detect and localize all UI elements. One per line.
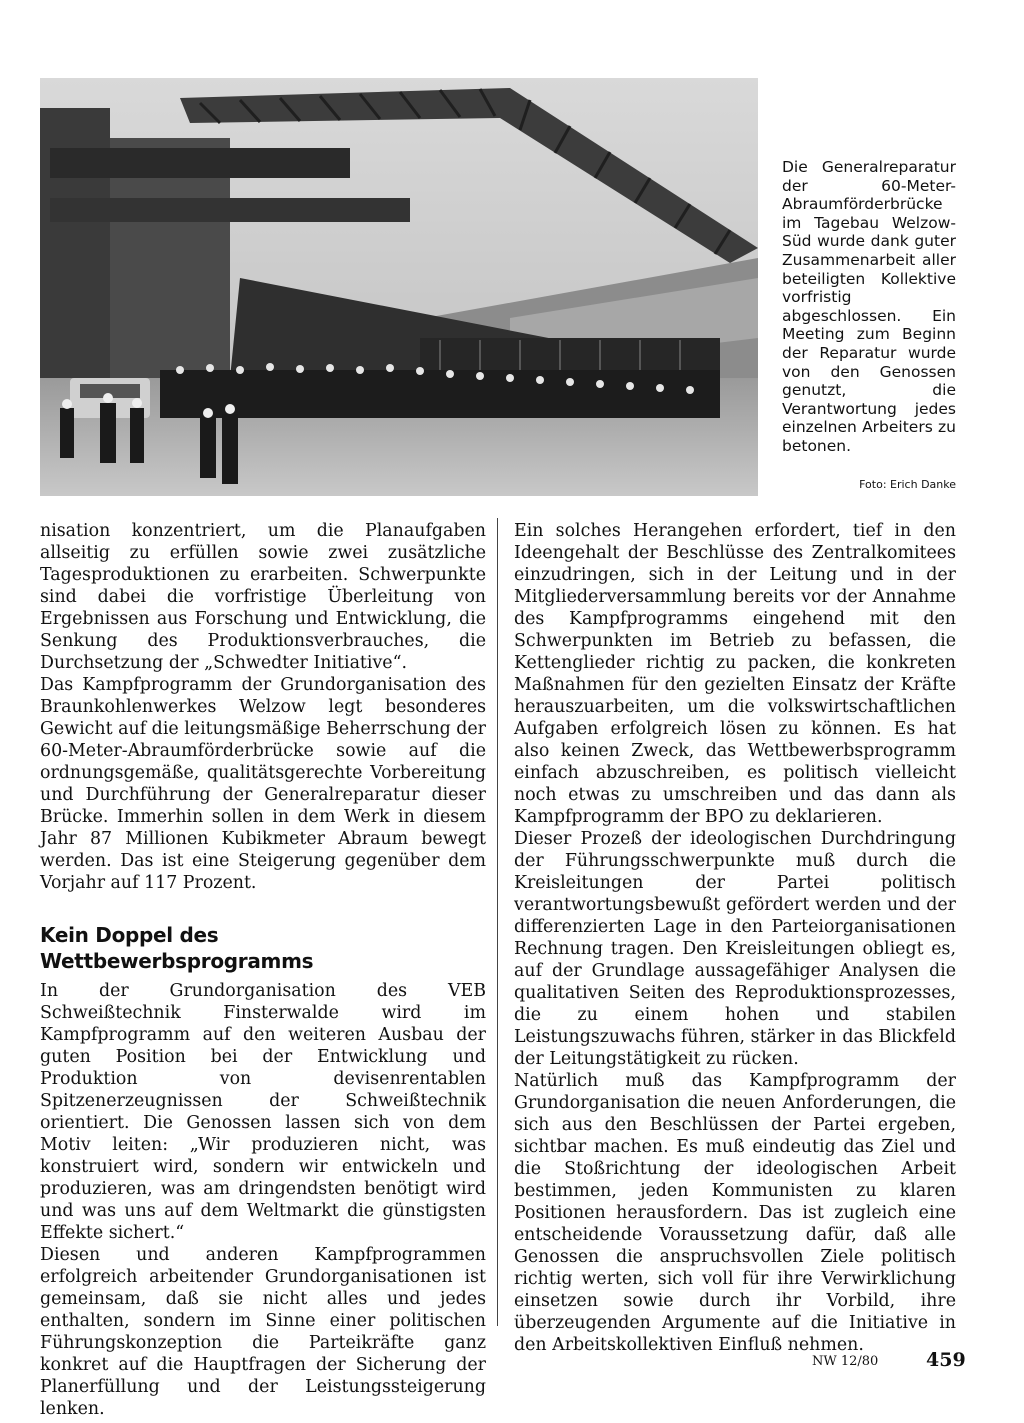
- photo-illustration: [40, 78, 758, 496]
- paragraph: Diesen und anderen Kampfprogrammen erfolgreich arbeitender Grundorganisationen ist gemeinsam, daß sie nicht alles und jedes enthalten, sondern im Sinne einer politischen Führungskonzeption die Parteikräfte ganz konkret auf die Hauptfragen der Sicherung der Planerfüllung und der Leistungssteigerung lenken.: [40, 1245, 486, 1419]
- page-number: 459: [926, 1349, 966, 1371]
- paragraph: Das Kampfprogramm der Grundorganisation des Braunkohlenwerkes Welzow legt besonderes Gewicht auf die leitungsmäßige Beherrschung der 60-Meter-Abraumförderbrücke sowie auf die ordnungsgemäße, qualitätsgerechte Vorbereitung und Durchführung der Generalreparatur dieser Brücke. Immerhin sollen in dem Werk in diesem Jahr 87 Millionen Kubikmeter Abraum bewegt werden. Das ist eine Steigerung gegenüber dem Vorjahr auf 117 Prozent.: [40, 675, 486, 893]
- right-column: [514, 520, 956, 1356]
- photo-credit: Foto: Erich Danke: [859, 478, 956, 491]
- spacer: [40, 894, 486, 922]
- column-divider: [497, 518, 498, 1326]
- paragraph: Natürlich muß das Kampfprogramm der Grundorganisation die neuen Anforderungen, die sich aus den Beschlüssen der Partei ergeben, sichtbar machen. Es muß eindeutig das Ziel und die Stoßrichtung der ideologischen Arbeit bestimmen, jeden Kommunisten zu klaren Positionen herausfordern. Das ist zugleich eine entscheidende Voraussetzung dafür, daß alle Genossen die anspruchsvollen Ziele politisch richtig werten, sich voll für ihre Verwirklichung einsetzen sowie durch ihr Vorbild, ihre überzeugenden Argumente auf die Initiative in den Arbeitskollektiven Einfluß nehmen.: [514, 1071, 956, 1355]
- photo-caption: Die Generalreparatur der 60-Meter-Abraumförderbrücke im Tagebau Welzow-Süd wurde dank guter Zusammenarbeit aller beteiligten Kollektive vorfristig abgeschlossen. Ein Meeting zum Beginn der Reparatur wurde von den Genossen genutzt, die Verantwortung jedes einzelnen Arbeiters zu betonen.: [782, 158, 956, 455]
- section-heading: Kein Doppel des Wettbewerbsprogramms: [40, 923, 314, 973]
- paragraph: Ein solches Herangehen erfordert, tief in den Ideengehalt der Beschlüsse des Zentralkomitees einzudringen, sich in der Leitung und in der Mitgliederversammlung bereits vor der Annahme des Kampfprogramms eingehend mit den Schwerpunkten im Betrieb zu befassen, die Kettenglieder richtig zu packen, die konkreten Maßnahmen für den gezielten Einsatz der Kräfte herauszuarbeiten, um die volkswirtschaftlichen Aufgaben erfolgreich lösen zu können. Es hat also keinen Zweck, das Wettbewerbsprogramm einfach abzuschreiben, es politisch vielleicht noch etwas zu umschreiben und das dann als Kampfprogramm der BPO zu deklarieren.: [514, 521, 956, 827]
- photo-conveyor-bridge: [40, 78, 758, 496]
- paragraph: nisation konzentriert, um die Planaufgaben allseitig zu erfüllen sowie zwei zusätzliche Tagesproduktionen zu erarbeiten. Schwerpunkte sind dabei die vorfristige Überleitung von Ergebnissen aus Forschung und Entwicklung, die Senkung des Produktionsverbrauches, die Durchsetzung der „Schwedter Initiative“.: [40, 521, 486, 673]
- left-column: [40, 520, 486, 1420]
- paragraph: Dieser Prozeß der ideologischen Durchdringung der Führungsschwerpunkte muß durch die Kreisleitungen der Partei politisch verantwortungsbewußt gefördert werden und der differenzierten Lage in den Parteiorganisationen Rechnung tragen. Den Kreisleitungen obliegt es, auf der Grundlage aussagefähiger Analysen die qualitativen Seiten des Reproduktionsprozesses, die zu einem hohen und stabilen Leistungszuwachs führen, stärker in das Blickfeld der Leitungstätigkeit zu rücken.: [514, 829, 956, 1069]
- issue-label: NW 12/80: [812, 1354, 879, 1369]
- paragraph: In der Grundorganisation des VEB Schweißtechnik Finsterwalde wird im Kampfprogramm auf den weiteren Ausbau der guten Position bei der Entwicklung und Produktion von devisenrentablen Spitzenerzeugnissen der Schweißtechnik orientiert. Die Genossen lassen sich von dem Motiv leiten: „Wir produzieren nicht, was konstruiert wird, sondern wir entwickeln und produzieren, was am dringendsten benötigt wird und was uns auf dem Weltmarkt die günstigsten Effekte sichert.“: [40, 981, 486, 1243]
